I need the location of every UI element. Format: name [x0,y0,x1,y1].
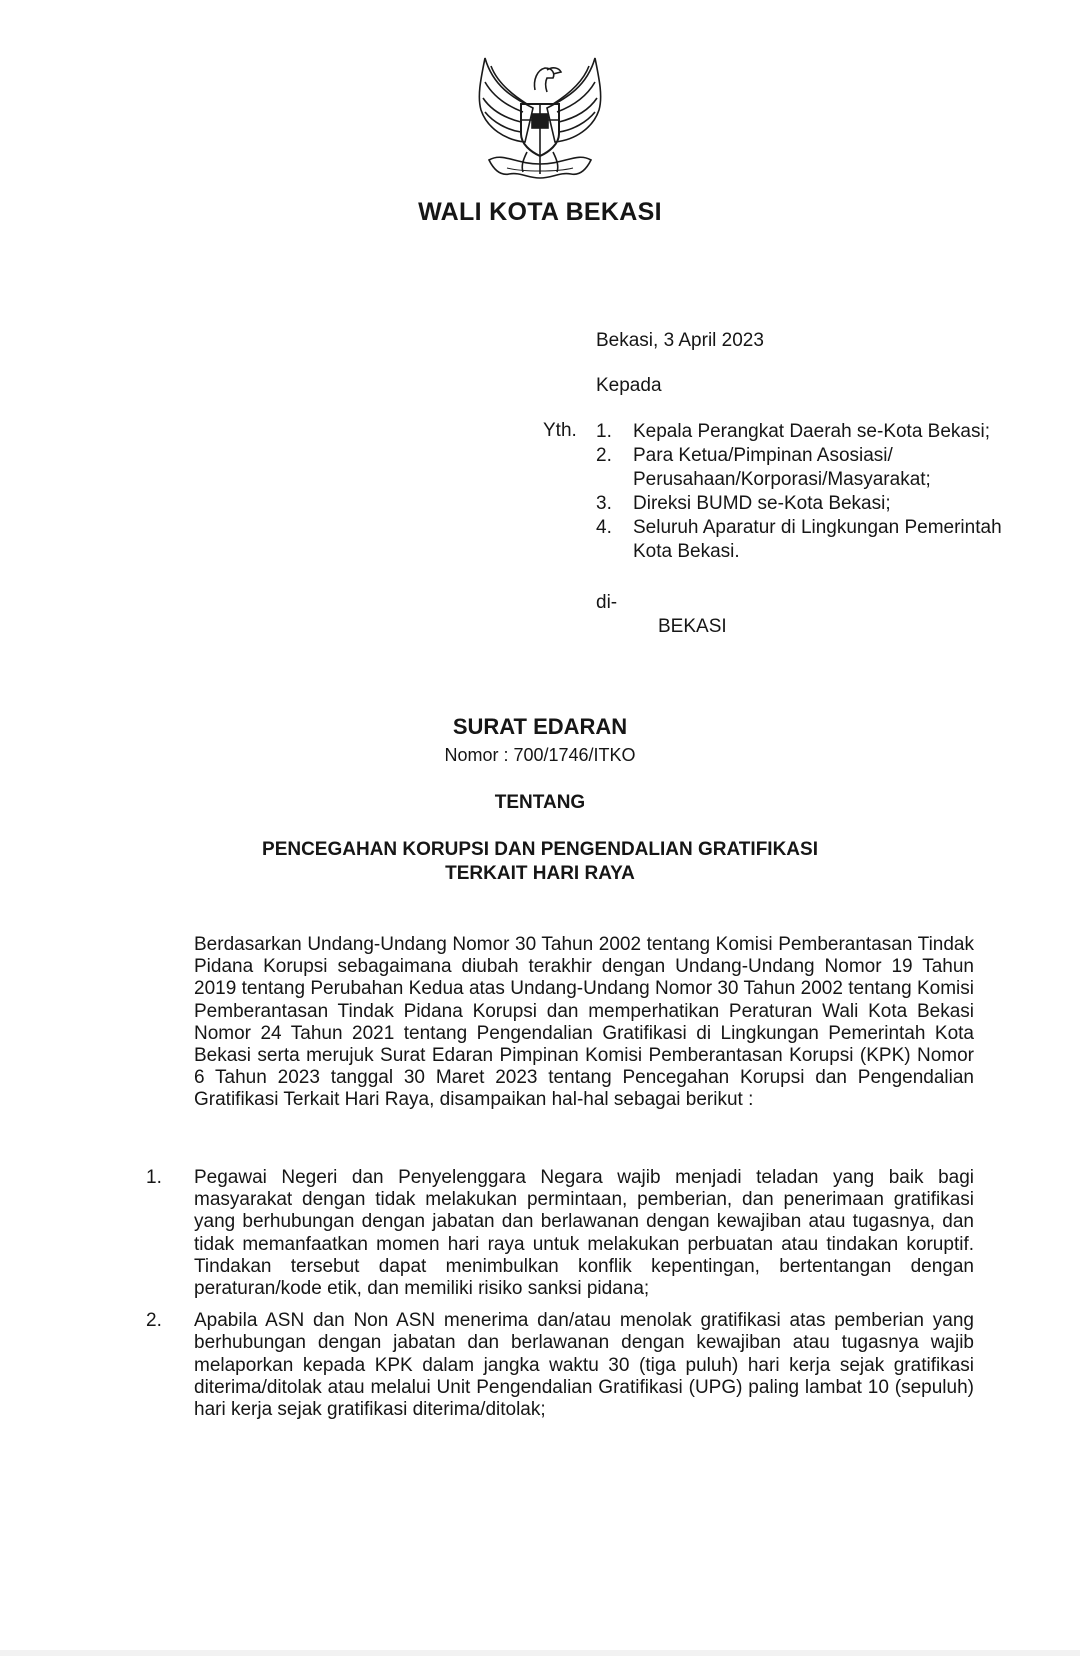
letterhead-title: WALI KOTA BEKASI [418,198,662,226]
recipient-text: Seluruh Aparatur di Lingkungan Pemerintah Kota Bekasi. [633,517,1002,562]
letter-date: Bekasi, 3 April 2023 [596,330,764,351]
recipient-number: 3. [596,493,612,514]
numbered-points [146,1167,974,1431]
recipient-number: 2. [596,445,612,466]
circular-title: SURAT EDARAN [452,714,628,739]
recipient-item [596,492,1023,516]
recipient-item [596,444,1023,492]
recipient-number: 1. [596,421,612,442]
recipient-number: 4. [596,517,612,538]
circular-subject-line1: PENCEGAHAN KORUPSI DAN PENGENDALIAN GRATIFIKASI [262,839,818,860]
point-number: 2. [146,1310,162,1332]
circular-subject [0,838,1080,886]
letter-place: BEKASI [658,616,727,637]
recipient-text: Direksi BUMD se-Kota Bekasi; [633,493,891,514]
intro-text: Berdasarkan Undang-Undang Nomor 30 Tahun 2002 tentang Komisi Pemberantasan Tindak Pidana Korupsi sebagaimana diubah terakhir dengan Undang-Undang Nomor 19 Tahun 2019 tentang Perubahan Kedua atas Undang-Undang Nomor 30 Tahun 2002 tentang Komisi Pemberantasan Tindak Pidana Korupsi dan memperhatikan Peraturan Wali Kota Bekasi Nomor 24 Tahun 2021 tentang Pengendalian Gratifikasi di Lingkungan Pemerintah Kota Bekasi serta merujuk Surat Edaran Pimpinan Komisi Pemberantasan Korupsi (KPK) Nomor 6 Tahun 2023 tanggal 30 Maret 2023 tentang Pencegahan Korupsi dan Pengendalian Gratifikasi Terkait Hari Raya, disampaikan hal-hal sebagai berikut : [194,934,974,1111]
circular-subject-line2: TERKAIT HARI RAYA [445,863,635,884]
point-item [146,1167,974,1300]
garuda-pancasila-emblem [463,48,617,188]
point-number: 1. [146,1167,162,1188]
recipient-item [596,420,1023,444]
recipient-text: Para Ketua/Pimpinan Asosiasi/ Perusahaan/Korporasi/Masyarakat; [633,445,931,490]
page-bottom-edge [0,1650,1080,1656]
letter-di: di- [596,592,618,613]
point-text: Apabila ASN dan Non ASN menerima dan/atau menolak gratifikasi atas pemberian yang berhubungan dengan jabatan dan berlawanan dengan kewajiban atau tugasnya wajib melaporkan kepada KPK dalam jangka waktu 30 (tiga puluh) hari kerja sejak gratifikasi diterima/ditolak atau melalui Unit Pengendalian Gratifikasi (UPG) paling lambat 10 (sepuluh) hari kerja sejak gratifikasi diterima/ditolak; [194,1310,974,1421]
intro-paragraph [194,934,974,1112]
circular-tentang: TENTANG [494,792,586,813]
circular-number: Nomor : 700/1746/ITKO [444,745,636,765]
letter-yth: Yth. [543,420,577,441]
recipient-text: Kepala Perangkat Daerah se-Kota Bekasi; [633,421,990,442]
point-item [146,1310,974,1421]
recipient-list [596,420,1023,564]
point-text: Pegawai Negeri dan Penyelenggara Negara wajib menjadi teladan yang baik bagi masyarakat dengan tidak melakukan permintaan, pemberian, dan penerimaan gratifikasi yang berhubungan dengan jabatan dan berlawanan dengan kewajiban atau tugasnya, dan tidak memanfaatkan momen hari raya untuk melakukan perbuatan atau tindakan koruptif. Tindakan tersebut dapat menimbulkan konflik kepentingan, bertentangan dengan peraturan/kode etik, dan memiliki risiko sanksi pidana; [194,1167,974,1300]
letter-kepada: Kepada [596,375,662,396]
recipient-item [596,516,1023,564]
